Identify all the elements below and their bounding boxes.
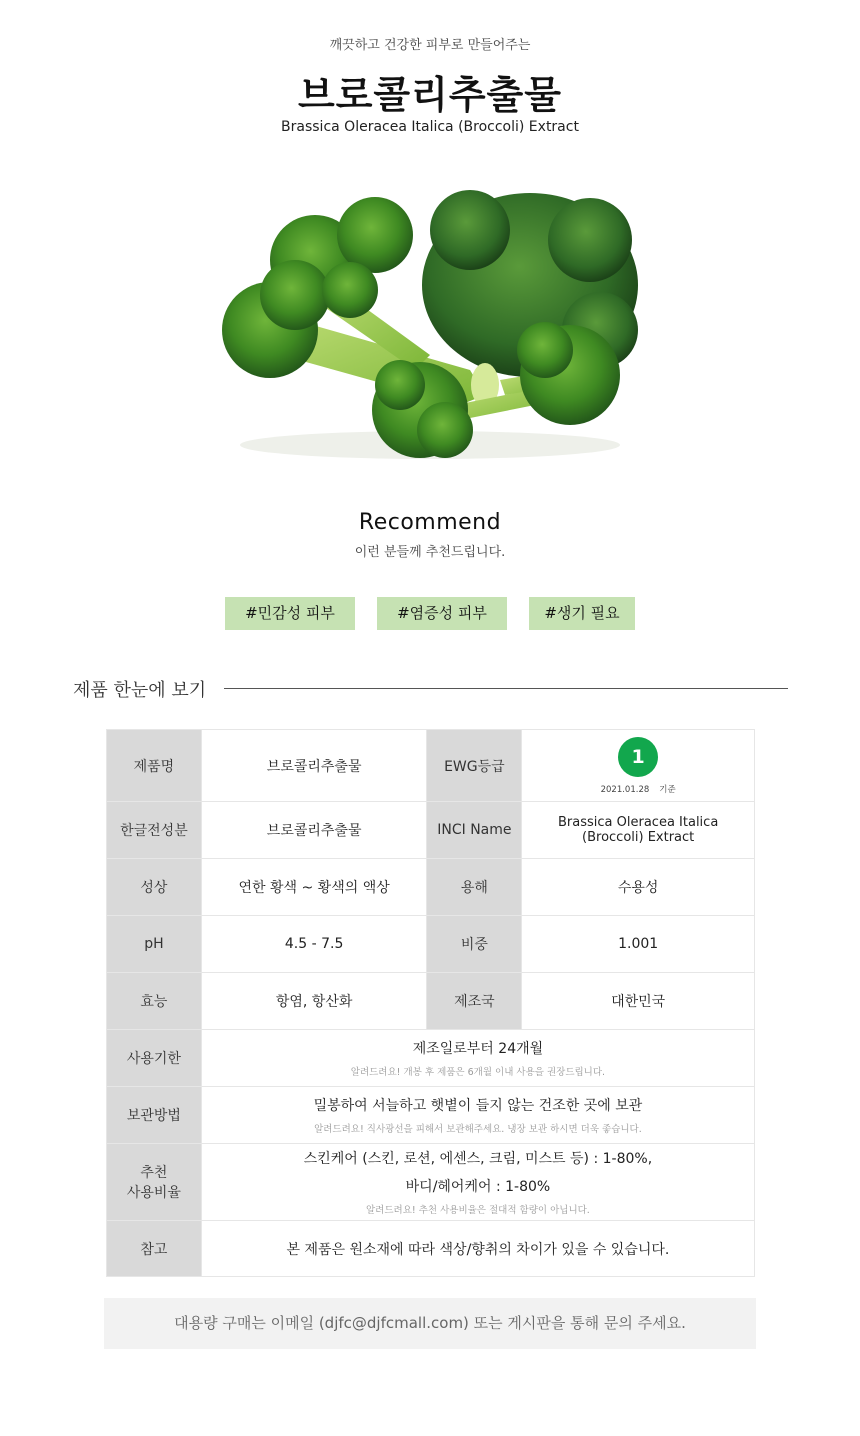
- ratio-label-line2: 사용비율: [126, 1185, 181, 1201]
- efficacy-value: 항염, 항산화: [201, 973, 427, 1030]
- ewg-date-basis: 기준: [659, 784, 676, 795]
- expiry-cell: [201, 1030, 754, 1087]
- ewg-cell: [522, 730, 755, 802]
- page-title-english: Brassica Oleracea Italica (Broccoli) Extract: [281, 119, 579, 135]
- ratio-cell: [201, 1144, 754, 1221]
- ewg-label: EWG등급: [427, 730, 522, 802]
- product-name-label: 제품명: [107, 730, 202, 802]
- inci-label: INCI Name: [427, 802, 522, 859]
- section-divider: [224, 688, 788, 689]
- spec-row: [107, 916, 755, 973]
- expiry-value: 제조일로부터 24개월: [412, 1041, 544, 1057]
- ratio-line2: 바디/헤어케어 : 1-80%: [405, 1179, 551, 1195]
- ewg-grade-badge: 1: [618, 737, 658, 777]
- page-title: 브로콜리추출물: [298, 73, 562, 117]
- ratio-label: [107, 1144, 202, 1221]
- ratio-line1: 스킨케어 (스킨, 로션, 에센스, 크림, 미스트 등) : 1-80%,: [303, 1151, 653, 1167]
- bulk-purchase-notice: 대용량 구매는 이메일 (djfc@djfcmall.com) 또는 게시판을 통해 문의 주세요.: [104, 1298, 756, 1349]
- tag-inflamed-skin: #염증성 피부: [377, 597, 507, 630]
- expiry-note: 알려드려요! 개봉 후 제품은 6개월 이내 사용을 권장드립니다.: [350, 1067, 606, 1078]
- page-subtitle: 깨끗하고 건강한 피부로 만들어주는: [329, 38, 531, 53]
- tag-sensitive-skin: #민감성 피부: [225, 597, 355, 630]
- spec-row: [107, 1144, 755, 1221]
- storage-label: 보관방법: [107, 1087, 202, 1144]
- ewg-date: [522, 783, 754, 795]
- note-value: 본 제품은 원소재에 따라 색상/향취의 차이가 있을 수 있습니다.: [201, 1221, 754, 1277]
- appearance-label: 성상: [107, 859, 202, 916]
- spec-row: [107, 802, 755, 859]
- spec-row: [107, 1030, 755, 1087]
- ratio-note: 알려드려요! 추천 사용비율은 절대적 함량이 아닙니다.: [366, 1205, 590, 1216]
- tag-vitality: #생기 필요: [529, 597, 635, 630]
- gravity-value: 1.001: [522, 916, 755, 973]
- broccoli-image: [200, 180, 650, 480]
- section-title: 제품 한눈에 보기: [73, 676, 218, 702]
- solubility-label: 용해: [427, 859, 522, 916]
- recommend-subtitle: 이런 분들께 추천드립니다.: [354, 545, 506, 560]
- spec-row: [107, 859, 755, 916]
- ratio-label-line1: 추천: [140, 1165, 168, 1181]
- storage-note: 알려드려요! 직사광선을 피해서 보관해주세요. 냉장 보관 하시면 더욱 좋습니다.: [314, 1124, 642, 1135]
- expiry-label: 사용기한: [107, 1030, 202, 1087]
- spec-row: [107, 1221, 755, 1277]
- spec-table: [106, 729, 755, 1277]
- spec-row: [107, 1087, 755, 1144]
- appearance-value: 연한 황색 ~ 황색의 액상: [201, 859, 427, 916]
- origin-value: 대한민국: [522, 973, 755, 1030]
- spec-row: [107, 730, 755, 802]
- ph-value: 4.5 - 7.5: [201, 916, 427, 973]
- product-name-value: 브로콜리추출물: [201, 730, 427, 802]
- ph-label: pH: [107, 916, 202, 973]
- solubility-value: 수용성: [522, 859, 755, 916]
- korean-name-value: 브로콜리추출물: [201, 802, 427, 859]
- recommend-tags: [0, 597, 860, 630]
- storage-value: 밀봉하여 서늘하고 햇볕이 들지 않는 건조한 곳에 보관: [313, 1098, 643, 1114]
- note-label: 참고: [107, 1221, 202, 1277]
- origin-label: 제조국: [427, 973, 522, 1030]
- inci-value: Brassica Oleracea Italica (Broccoli) Extract: [522, 802, 755, 859]
- spec-row: [107, 973, 755, 1030]
- recommend-title: Recommend: [358, 510, 502, 535]
- ewg-date-value: 2021.01.28: [600, 784, 650, 795]
- korean-name-label: 한글전성분: [107, 802, 202, 859]
- efficacy-label: 효능: [107, 973, 202, 1030]
- storage-cell: [201, 1087, 754, 1144]
- gravity-label: 비중: [427, 916, 522, 973]
